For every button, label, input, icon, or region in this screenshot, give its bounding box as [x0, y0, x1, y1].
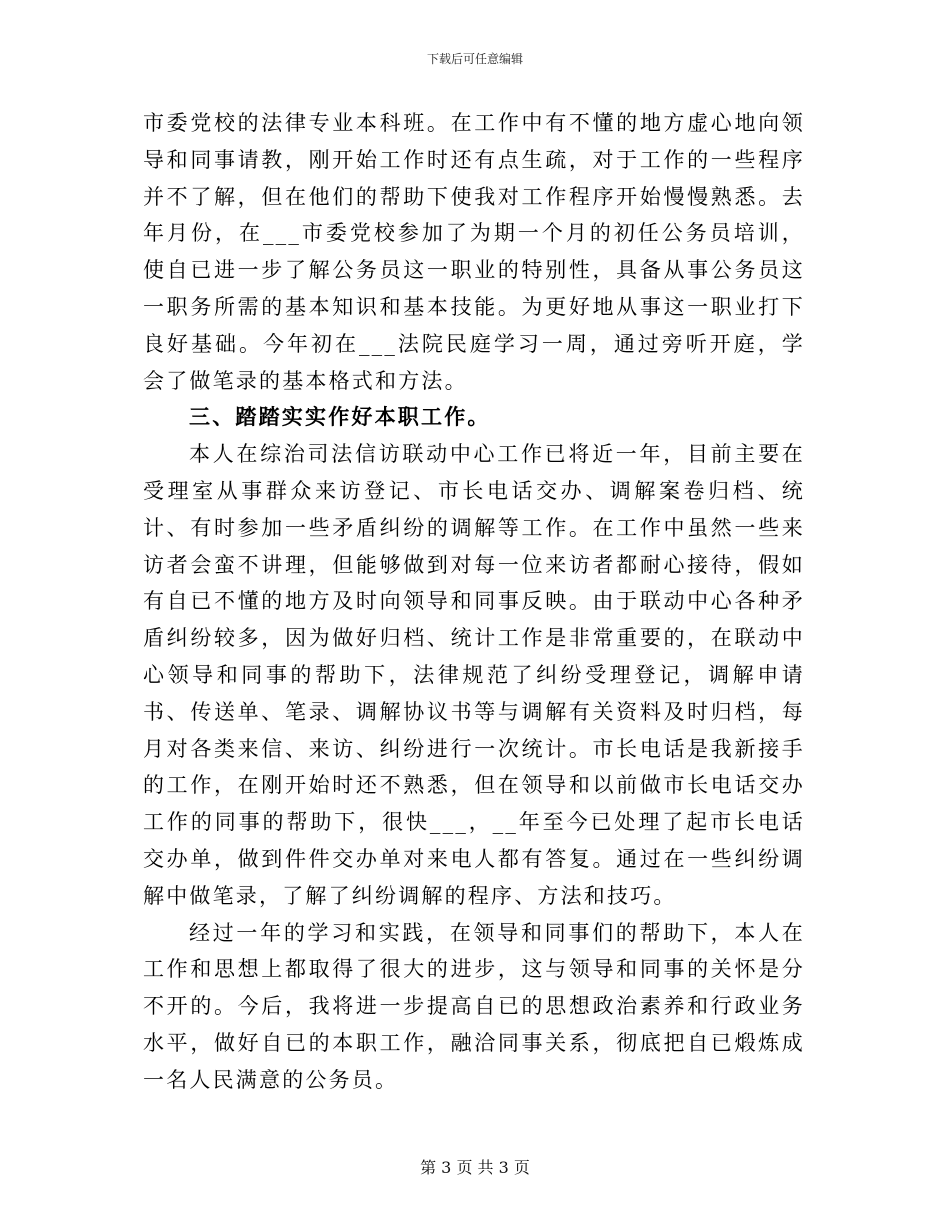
paragraph-continuation: 市委党校的法律专业本科班。在工作中有不懂的地方虚心地向领导和同事请教，刚开始工作时还有点生疏，对于工作的一些程序并不了解，但在他们的帮助下使我对工作程序开始慢慢熟悉。去年月份，在___市委党校参加了为期一个月的初任公务员培训，使自已进一步了解公务员这一职业的特别性，具备从事公务员这一职务所需的基本知识和基本技能。为更好地从事这一职业打下良好基础。今年初在___法院民庭学习一周，通过旁听开庭，学会了做笔录的基本格式和方法。 — [143, 111, 805, 393]
paragraph-conclusion: 经过一年的学习和实践，在领导和同事们的帮助下，本人在工作和思想上都取得了很大的进步，这与领导和同事的关怀是分不开的。今后，我将进一步提高自已的思想政治素养和行政业务水平，做好自已的本职工作，融洽同事关系，彻底把自已煅炼成一名人民满意的公务员。 — [143, 920, 805, 1092]
document-body — [143, 105, 805, 1099]
section-heading: 三、踏踏实实作好本职工作。 — [189, 404, 491, 430]
paragraph-work-duties: 本人在综治司法信访联动中心工作已将近一年，目前主要在受理室从事群众来访登记、市长电话交办、调解案卷归档、统计、有时参加一些矛盾纠纷的调解等工作。在工作中虽然一些来访者会蛮不讲理，但能够做到对每一位来访者都耐心接待，假如有自已不懂的地方及时向领导和同事反映。由于联动中心各种矛盾纠纷较多，因为做好归档、统计工作是非常重要的，在联动中心领导和同事的帮助下，法律规范了纠纷受理登记，调解申请书、传送单、笔录、调解协议书等与调解有关资料及时归档，每月对各类来信、来访、纠纷进行一次统计。市长电话是我新接手的工作，在刚开始时还不熟悉，但在领导和以前做市长电话交办工作的同事的帮助下，很快___，__年至今已处理了起市长电话交办单，做到件件交办单对来电人都有答复。通过在一些纠纷调解中做笔录，了解了纠纷调解的程序、方法和技巧。 — [143, 442, 805, 908]
page-number-footer: 第 3 页 共 3 页 — [420, 1158, 530, 1177]
header-note: 下载后可任意编辑 — [426, 52, 523, 66]
